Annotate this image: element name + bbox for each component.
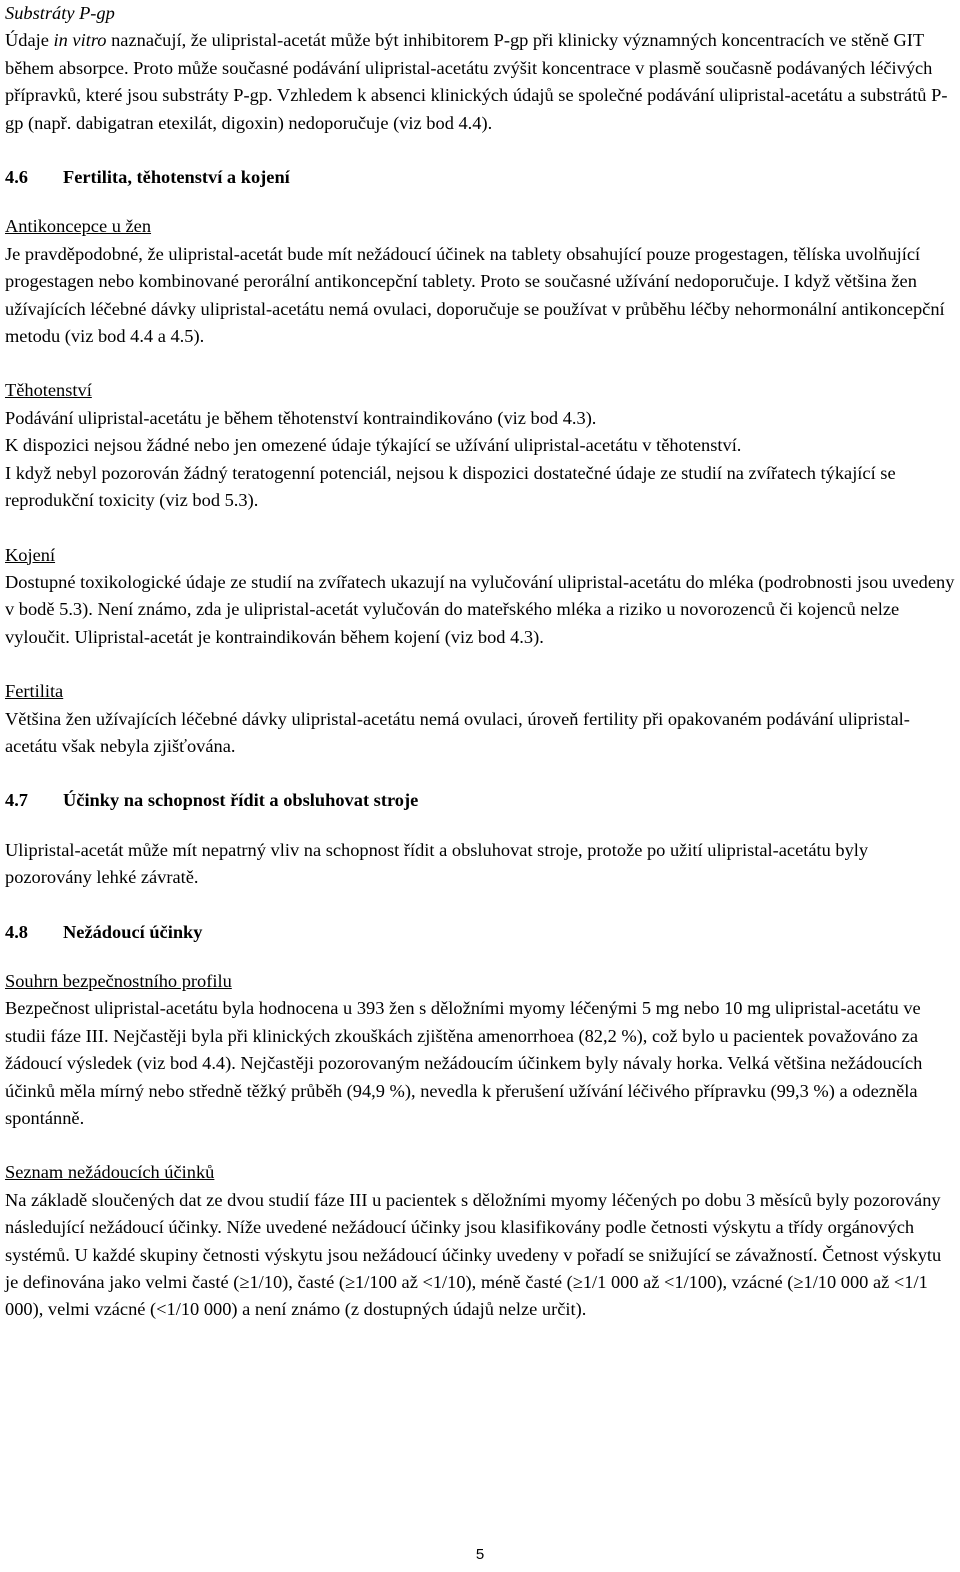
- subheading-souhrn: Souhrn bezpečnostního profilu: [5, 970, 232, 991]
- paragraph-tehotenstvi-3: I když nebyl pozorován žádný teratogenní potenciál, nejsou k dispozici dostatečné údaje ze studií na zvířatech týkající se reprodukční toxicity (viz bod 5.3).: [5, 462, 896, 511]
- heading-4-7-number: 4.7: [5, 790, 28, 811]
- paragraph-tehotenstvi-1: Podávání ulipristal-acetátu je během těhotenství kontraindikováno (viz bod 4.3).: [5, 407, 597, 428]
- heading-4-8: [5, 919, 955, 946]
- section-title-substraty: Substráty P-gp: [5, 3, 115, 23]
- paragraph-substraty-rest: naznačují, že ulipristal-acetát může být inhibitorem P-gp při klinicky významných koncentracích ve stěně GIT během absorpce. Proto může současné podávání ulipristal-acetátu zvýšit koncentrace v plasmě současně podávaných léčivých přípravků, které jsou substráty P-gp. Vzhledem k absenci klinických údajů se společné podávání ulipristal-acetátu a substrátů P-gp (např. dabigatran etexilát, digoxin) nedoporučuje (viz bod 4.4).: [5, 30, 948, 133]
- heading-4-6-number: 4.6: [5, 167, 28, 188]
- paragraph-substraty-start: Údaje: [5, 30, 49, 51]
- paragraph-tehotenstvi-2: K dispozici nejsou žádné nebo jen omezené údaje týkající se užívání ulipristal-acetátu v těhotenství.: [5, 435, 742, 456]
- subheading-tehotenstvi: Těhotenství: [5, 380, 92, 401]
- subheading-fertilita: Fertilita: [5, 681, 64, 702]
- in-vitro-term: in vitro: [53, 30, 107, 51]
- heading-4-8-title: Nežádoucí účinky: [63, 921, 203, 942]
- heading-4-7-title: Účinky na schopnost řídit a obsluhovat stroje: [63, 790, 419, 811]
- subheading-kojeni: Kojení: [5, 544, 56, 565]
- paragraph-fertilita: Většina žen užívajících léčebné dávky ulipristal-acetátu nemá ovulaci, úroveň fertility při opakovaném podávání ulipristal-acetátu však nebyla zjišťována.: [5, 708, 910, 756]
- paragraph-antikoncepce: Je pravděpodobné, že ulipristal-acetát bude mít nežádoucí účinek na tablety obsahující pouze progestagen, tělíska uvolňující progestagen nebo kombinované perorální antikoncepční tablety. Proto se současné užívání nedoporučuje. I když většina žen užívajících léčebné dávky ulipristal-acetátu nemá ovulaci, doporučuje se používat v průběhu léčby nehormonální antikoncepční metodu (viz bod 4.4 a 4.5).: [5, 243, 945, 347]
- paragraph-4-7: Ulipristal-acetát může mít nepatrný vliv na schopnost řídit a obsluhovat stroje, protože po užití ulipristal-acetátu byly pozorovány lehké závratě.: [5, 839, 869, 888]
- subheading-seznam: Seznam nežádoucích účinků: [5, 1162, 215, 1183]
- heading-4-8-number: 4.8: [5, 921, 28, 942]
- document-page: [5, 0, 955, 1324]
- paragraph-kojeni: Dostupné toxikologické údaje ze studií na zvířatech ukazují na vylučování ulipristal-acetátu do mléka (podrobnosti jsou uvedeny v bodě 5.3). Není známo, zda je ulipristal-acetát vylučován do mateřského mléka a riziko u novorozenců či kojenců nelze vyloučit. Ulipristal-acetát je kontraindikován během kojení (viz bod 4.3).: [5, 571, 955, 647]
- heading-4-7: [5, 787, 955, 814]
- page-number: 5: [475, 1546, 485, 1563]
- paragraph-substraty: [5, 27, 955, 137]
- heading-4-6: [5, 164, 955, 191]
- heading-4-6-title: Fertilita, těhotenství a kojení: [63, 167, 290, 188]
- subheading-antikoncepce: Antikoncepce u žen: [5, 216, 152, 237]
- paragraph-souhrn: Bezpečnost ulipristal-acetátu byla hodnocena u 393 žen s děložními myomy léčenými 5 mg nebo 10 mg ulipristal-acetátu ve studii fáze III. Nejčastěji byla při klinických zkouškách zjištěna amenorrhoea (82,2 %), což bylo u pacientek považováno za žádoucí výsledek (viz bod 4.4). Nejčastěji pozorovaným nežádoucím účinkem byly návaly horka. Velká většina nežádoucích účinků měla mírný nebo středně těžký průběh (94,9 %), nevedla k přerušení užívání léčivého přípravku (99,3 %) a odezněla spontánně.: [5, 998, 923, 1128]
- paragraph-seznam: Na základě sloučených dat ze dvou studií fáze III u pacientek s děložními myomy léčených po dobu 3 měsíců byly pozorovány následující nežádoucí účinky. Níže uvedené nežádoucí účinky jsou klasifikovány podle četnosti výskytu a třídy orgánových systémů. U každé skupiny četnosti výskytu jsou nežádoucí účinky uvedeny v pořadí se snižující se závažností. Četnost výskytu je definována jako velmi časté (≥1/10), časté (≥1/100 až <1/10), méně časté (≥1/1 000 až <1/100), vzácné (≥1/10 000 až <1/1 000), velmi vzácné (<1/10 000) a není známo (z dostupných údajů nelze určit).: [5, 1189, 942, 1320]
